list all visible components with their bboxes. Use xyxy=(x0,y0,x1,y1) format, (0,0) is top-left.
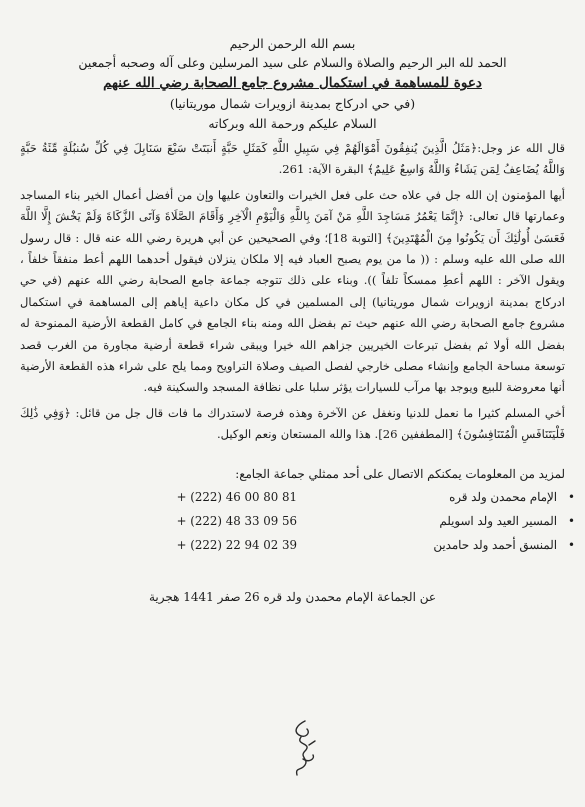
contact-intro: لمزيد من المعلومات يمكنكم الاتصال على أحد ممثلي جماعة الجامع: xyxy=(235,466,565,481)
contact-name: المسير العيد ولد اسويلم xyxy=(439,513,557,528)
contact-list xyxy=(20,488,575,560)
handwritten-signature xyxy=(275,715,335,785)
contact-name: المنسق أحمد ولد حامدين xyxy=(433,537,557,552)
bullet-icon: • xyxy=(568,489,575,504)
contact-phone: + (222) 46 00 80 81 xyxy=(176,489,297,504)
main-paragraph: أيها المؤمنون إن الله جل في علاه حث على فعل الخيرات والتعاون عليها وإن من أفضل أعمال الخير بناء المساجد وعمارتها قال تعالى: ﴿إِنَّمَا يَعْمُرُ مَسَاجِدَ اللَّهِ مَنْ آمَنَ بِاللَّهِ وَالْيَوْمِ الْآخِرِ وَأَقَامَ الصَّلَاةَ وَآتَى الزَّكَاةَ وَلَمْ يَخْشَ إِلَّا اللَّهَ فَعَسَىٰ أُولَٰئِكَ أَن يَكُونُوا مِنَ الْمُهْتَدِينَ﴾ [التوبة 18]؛ وفي الصحيحين عن أبي هريرة رضي الله عنه قال : قال رسول الله صلى الله عليه وسلم : (( ما من يوم يصبح العباد فيه إلا ملكان ينزلان فيقول أحدهما اللهم أعط منفقاً خلفاً ، ويقول الآخر : اللهم أعطِ ممسكاً تلفاً )). وبناء على ذلك تتوجه جماعة جامع الصحابة رضي الله عنهم (في حي ادركاج بمدينة ازويرات شمال موريتانيا) إلى المسلمين في كل مكان داعية إياهم إلى المساهمة في استكمال مشروع جامع الصحابة رضي الله عنهم حيث تم بفضل الله ومنه بناء الجامع في كامل القطعة الأرضية الممنوحة له بفضل الله أولا ثم بفضل تبرعات الخيريين جزاهم الله خيرا ويبقى شراء قطعة أرضية مجاورة من الغرب قصد توسعة مساحة الجامع وإنشاء مصلى خارجي لفصل الصيف وصلاة التراويح ومما يلح على شراء هذه القطعة الأرضية أنها معروضة للبيع ويوجد بها مرآب للسيارات يؤثر سلبا على نظافة المسجد والسكينة فيه. xyxy=(20,187,565,395)
location-line: (في حي ادركاج بمدينة ازويرات شمال موريتانيا) xyxy=(169,96,416,111)
contact-item xyxy=(20,512,575,536)
basmala: بسم الله الرحمن الرحيم xyxy=(229,36,356,51)
document-title: دعوة للمساهمة في استكمال مشروع جامع الصحابة رضي الله عنهم xyxy=(103,75,482,91)
contact-phone: + (222) 48 33 09 56 xyxy=(176,513,297,528)
contact-item xyxy=(20,536,575,560)
greeting: السلام عليكم ورحمة الله وبركاته xyxy=(208,116,377,131)
bullet-icon: • xyxy=(568,513,575,528)
contact-phone: + (222) 22 94 02 39 xyxy=(176,537,297,552)
contact-name: الإمام محمدن ولد قره xyxy=(449,489,557,504)
bullet-icon: • xyxy=(568,537,575,552)
closing-paragraph: أخي المسلم كثيرا ما نعمل للدنيا ونغفل عن الآخرة وهذه فرصة لاستدراك ما فات قال جل من قائل: ﴿وَفِي ذَٰلِكَ فَلْيَتَنَافَسِ الْمُتَنَافِسُونَ﴾ [المطففين 26]. هذا والله المستعان ونعم الوكيل. xyxy=(20,405,565,442)
opening-praise: الحمد لله البر الرحيم والصلاة والسلام على سيد المرسلين وعلى آله وصحبه أجمعين xyxy=(78,55,507,70)
footer-signoff: عن الجماعة الإمام محمدن ولد قره 26 صفر 1441 هجرية xyxy=(148,589,437,604)
quran-verse-paragraph: قال الله عز وجل:﴿مَثَلُ الَّذِينَ يُنفِقُونَ أَمْوَالَهُمْ فِي سَبِيلِ اللَّهِ كَمَثَلِ حَبَّةٍ أَنبَتَتْ سَبْعَ سَنَابِلَ فِي كُلِّ سُنبُلَةٍ مِّئَةُ حَبَّةٍ وَاللَّهُ يُضَاعِفُ لِمَن يَشَاءُ وَاللَّهُ وَاسِعٌ عَلِيمٌ﴾ البقرة الآية: 261. xyxy=(20,141,565,177)
contact-item xyxy=(20,488,575,512)
